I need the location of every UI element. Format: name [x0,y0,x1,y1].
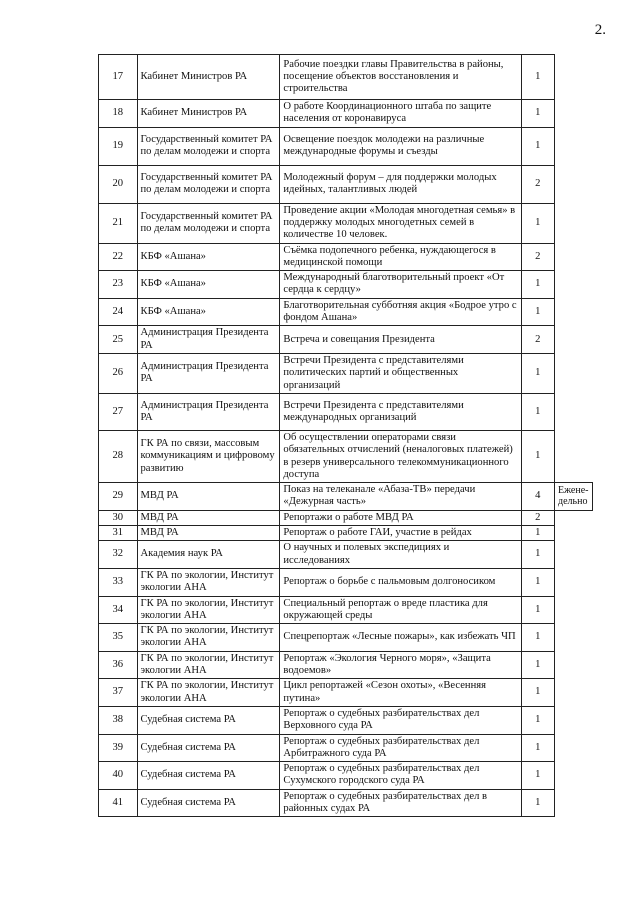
row-number: 41 [99,789,138,817]
row-number: 34 [99,596,138,624]
table-row [99,298,593,326]
row-number: 36 [99,651,138,679]
frequency-cell [555,127,593,165]
organization-cell: Государственный комитет РА по делам молодежи и спорта [137,165,280,203]
frequency-cell [555,393,593,430]
row-number: 40 [99,762,138,790]
topic-cell: Рабочие поездки главы Правительства в районы, посещение объектов восстановления и строительства [280,55,521,100]
table-row [99,127,593,165]
table-row [99,203,593,243]
organization-cell: Администрация Президента РА [137,393,280,430]
count-cell: 1 [521,127,554,165]
topic-cell: Репортаж о судебных разбирательствах дел Сухумского городского суда РА [280,762,521,790]
table-row [99,430,593,482]
topic-cell: Съёмка подопечного ребенка, нуждающегося в медицинской помощи [280,243,521,271]
table-row [99,734,593,762]
count-cell: 1 [521,203,554,243]
row-number: 32 [99,541,138,569]
count-cell: 1 [521,624,554,652]
frequency-cell [555,510,593,525]
topic-cell: Репортаж о судебных разбирательствах дел Арбитражного суда РА [280,734,521,762]
table-row [99,243,593,271]
frequency-cell [555,679,593,707]
table-row [99,510,593,525]
topic-cell: Проведение акции «Молодая многодетная семья» в поддержку молодых многодетных семей в количестве 10 человек. [280,203,521,243]
organization-cell: Государственный комитет РА по делам молодежи и спорта [137,203,280,243]
table-row [99,762,593,790]
count-cell: 2 [521,165,554,203]
organization-cell: Администрация Президента РА [137,326,280,354]
count-cell: 1 [521,762,554,790]
organization-cell: Кабинет Министров РА [137,100,280,128]
organization-cell: ГК РА по связи, массовым коммуникациям и цифровому развитию [137,430,280,482]
count-cell: 1 [521,568,554,596]
topic-cell: Встречи Президента с представителями международных организаций [280,393,521,430]
topic-cell: Репортаж о борьбе с пальмовым долгоносиком [280,568,521,596]
table-row [99,679,593,707]
frequency-cell [555,298,593,326]
organization-cell: ГК РА по экологии, Институт экологии АНА [137,624,280,652]
organization-cell: ГК РА по экологии, Институт экологии АНА [137,651,280,679]
table-row [99,789,593,817]
count-cell: 1 [521,430,554,482]
table-row [99,393,593,430]
organization-cell: КБФ «Ашана» [137,298,280,326]
count-cell: 1 [521,271,554,299]
frequency-cell [555,55,593,100]
table-row [99,541,593,569]
count-cell: 1 [521,298,554,326]
table-row [99,651,593,679]
row-number: 21 [99,203,138,243]
organization-cell: Судебная система РА [137,706,280,734]
topic-cell: Репортаж о работе ГАИ, участие в рейдах [280,526,521,541]
table-row [99,706,593,734]
frequency-cell [555,243,593,271]
table-row [99,271,593,299]
organization-cell: Академия наук РА [137,541,280,569]
frequency-cell [555,651,593,679]
count-cell: 2 [521,510,554,525]
table-row [99,568,593,596]
count-cell: 1 [521,734,554,762]
frequency-cell [555,789,593,817]
topic-cell: Международный благотворительный проект «От сердца к сердцу» [280,271,521,299]
table-row [99,596,593,624]
frequency-cell [555,271,593,299]
frequency-cell [555,734,593,762]
count-cell: 1 [521,393,554,430]
organization-cell: КБФ «Ашана» [137,271,280,299]
count-cell: 4 [521,483,554,511]
topic-cell: Специальный репортаж о вреде пластика для окружающей среды [280,596,521,624]
count-cell: 1 [521,679,554,707]
count-cell: 2 [521,243,554,271]
row-number: 20 [99,165,138,203]
topic-cell: Освещение поездок молодежи на различные международные форумы и съезды [280,127,521,165]
row-number: 25 [99,326,138,354]
row-number: 37 [99,679,138,707]
topic-cell: О работе Координационного штаба по защите населения от коронавируса [280,100,521,128]
count-cell: 1 [521,55,554,100]
organization-cell: ГК РА по экологии, Институт экологии АНА [137,679,280,707]
topic-cell: Спецрепортаж «Лесные пожары», как избежать ЧП [280,624,521,652]
organization-cell: КБФ «Ашана» [137,243,280,271]
table-row [99,55,593,100]
row-number: 26 [99,353,138,393]
table-row [99,326,593,354]
frequency-cell [555,203,593,243]
organization-cell: Кабинет Министров РА [137,55,280,100]
frequency-cell [555,762,593,790]
media-plan-table [98,54,593,817]
row-number: 19 [99,127,138,165]
topic-cell: О научных и полевых экспедициях и исследованиях [280,541,521,569]
page-number: 2. [594,22,606,38]
count-cell: 1 [521,789,554,817]
topic-cell: Цикл репортажей «Сезон охоты», «Весенняя путина» [280,679,521,707]
frequency-cell [555,706,593,734]
frequency-cell [555,165,593,203]
topic-cell: Репортаж о судебных разбирательствах дел Верховного суда РА [280,706,521,734]
topic-cell: Молодежный форум – для поддержки молодых идейных, талантливых людей [280,165,521,203]
frequency-cell [555,430,593,482]
row-number: 22 [99,243,138,271]
row-number: 30 [99,510,138,525]
organization-cell: Судебная система РА [137,762,280,790]
row-number: 24 [99,298,138,326]
frequency-cell [555,596,593,624]
organization-cell: Судебная система РА [137,734,280,762]
frequency-cell [555,568,593,596]
frequency-cell [555,100,593,128]
organization-cell: ГК РА по экологии, Институт экологии АНА [137,568,280,596]
organization-cell: Государственный комитет РА по делам молодежи и спорта [137,127,280,165]
table-row [99,165,593,203]
row-number: 35 [99,624,138,652]
organization-cell: МВД РА [137,510,280,525]
topic-cell: Благотворительная субботняя акция «Бодрое утро с фондом Ашана» [280,298,521,326]
topic-cell: Репортажи о работе МВД РА [280,510,521,525]
organization-cell: Судебная система РА [137,789,280,817]
count-cell: 1 [521,706,554,734]
topic-cell: Об осуществлении операторами связи обязательных отчислений (неналоговых платежей) в резерв универсального телекоммуникационного доступа [280,430,521,482]
topic-cell: Встреча и совещания Президента [280,326,521,354]
table-row [99,100,593,128]
count-cell: 2 [521,326,554,354]
row-number: 28 [99,430,138,482]
table-row [99,483,593,511]
row-number: 17 [99,55,138,100]
row-number: 29 [99,483,138,511]
row-number: 27 [99,393,138,430]
row-number: 39 [99,734,138,762]
organization-cell: МВД РА [137,526,280,541]
table-row [99,624,593,652]
row-number: 31 [99,526,138,541]
table-row [99,353,593,393]
table-row [99,526,593,541]
organization-cell: Администрация Президента РА [137,353,280,393]
row-number: 18 [99,100,138,128]
row-number: 33 [99,568,138,596]
count-cell: 1 [521,596,554,624]
frequency-cell: Ежене-дельно [555,483,593,511]
frequency-cell [555,526,593,541]
frequency-cell [555,541,593,569]
organization-cell: ГК РА по экологии, Институт экологии АНА [137,596,280,624]
count-cell: 1 [521,526,554,541]
row-number: 38 [99,706,138,734]
frequency-cell [555,353,593,393]
topic-cell: Показ на телеканале «Абаза-ТВ» передачи «Дежурная часть» [280,483,521,511]
frequency-cell [555,624,593,652]
topic-cell: Репортаж «Экология Черного моря», «Защита водоемов» [280,651,521,679]
count-cell: 1 [521,651,554,679]
count-cell: 1 [521,541,554,569]
count-cell: 1 [521,353,554,393]
topic-cell: Встречи Президента с представителями политических партий и общественных организаций [280,353,521,393]
topic-cell: Репортаж о судебных разбирательствах дел в районных судах РА [280,789,521,817]
organization-cell: МВД РА [137,483,280,511]
row-number: 23 [99,271,138,299]
frequency-cell [555,326,593,354]
count-cell: 1 [521,100,554,128]
